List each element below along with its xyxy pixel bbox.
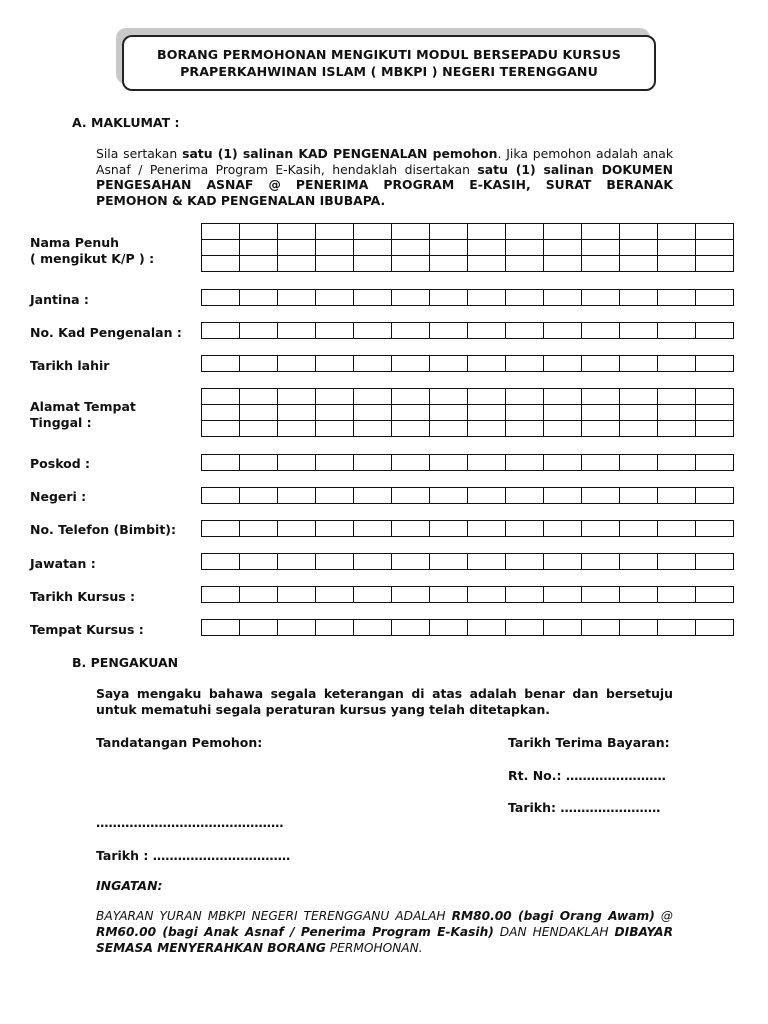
input-cell[interactable] [696, 323, 734, 339]
input-cell[interactable] [354, 256, 392, 272]
label-tarikh-lahir: Tarikh lahir [30, 358, 110, 373]
input-cell[interactable] [430, 290, 468, 306]
input-cell[interactable] [468, 521, 506, 537]
input-cell[interactable] [620, 290, 658, 306]
input-cell[interactable] [544, 405, 582, 421]
input-cell[interactable] [278, 356, 316, 372]
input-cell[interactable] [240, 389, 278, 405]
input-cell[interactable] [658, 323, 696, 339]
input-cell[interactable] [240, 356, 278, 372]
input-cell[interactable] [620, 389, 658, 405]
input-cell[interactable] [316, 256, 354, 272]
input-cell[interactable] [468, 620, 506, 636]
input-cell[interactable] [468, 290, 506, 306]
input-cell[interactable] [658, 421, 696, 437]
input-cell[interactable] [696, 290, 734, 306]
input-cell[interactable] [354, 290, 392, 306]
input-cell[interactable] [582, 323, 620, 339]
note-text-1: BAYARAN YURAN MBKPI NEGERI TERENGGANU ADALAH [96, 909, 452, 923]
input-cell[interactable] [468, 224, 506, 240]
payment-date-field[interactable]: Tarikh: …………………… [508, 800, 661, 815]
input-cell[interactable] [392, 389, 430, 405]
input-cell[interactable] [354, 356, 392, 372]
input-cell[interactable] [430, 356, 468, 372]
input-cell[interactable] [544, 620, 582, 636]
input-cell[interactable] [620, 521, 658, 537]
instr-text-2: . Jika pemohon adalah anak Asnaf / Penerima Program E-Kasih, hendaklah disertakan [96, 146, 674, 177]
input-cell[interactable] [582, 554, 620, 570]
input-cell[interactable] [506, 421, 544, 437]
input-cell[interactable] [354, 405, 392, 421]
input-cell[interactable] [696, 421, 734, 437]
input-cell[interactable] [430, 256, 468, 272]
input-cell[interactable] [202, 421, 240, 437]
input-cell[interactable] [544, 455, 582, 471]
applicant-date-field[interactable]: Tarikh : …………………………… [96, 848, 291, 863]
telefon-grid[interactable] [201, 520, 734, 537]
input-cell[interactable] [544, 224, 582, 240]
input-cell[interactable] [658, 389, 696, 405]
input-cell[interactable] [316, 405, 354, 421]
input-cell[interactable] [506, 290, 544, 306]
input-cell[interactable] [240, 256, 278, 272]
input-cell[interactable] [544, 554, 582, 570]
input-cell[interactable] [658, 256, 696, 272]
input-cell[interactable] [430, 240, 468, 256]
input-cell[interactable] [278, 620, 316, 636]
input-cell[interactable] [354, 240, 392, 256]
instr-bold-2: satu (1) salinan DOKUMEN PENGESAHAN ASNAF @ PENERIMA PROGRAM E-KASIH, SURAT BERANAK PEMOHON & KAD PENGENALAN IBUBAPA. [96, 161, 673, 208]
input-cell[interactable] [316, 521, 354, 537]
label-jantina: Jantina : [30, 292, 89, 307]
input-cell[interactable] [696, 455, 734, 471]
jawatan-grid[interactable] [201, 553, 734, 570]
input-cell[interactable] [468, 356, 506, 372]
input-cell[interactable] [392, 323, 430, 339]
input-cell[interactable] [582, 455, 620, 471]
poskod-grid[interactable] [201, 454, 734, 471]
input-cell[interactable] [506, 587, 544, 603]
input-cell[interactable] [240, 224, 278, 240]
input-cell[interactable] [392, 290, 430, 306]
input-cell[interactable] [278, 421, 316, 437]
input-cell[interactable] [468, 421, 506, 437]
section-b-heading: B. PENGAKUAN [72, 655, 179, 670]
input-cell[interactable] [354, 421, 392, 437]
input-cell[interactable] [544, 488, 582, 504]
input-cell[interactable] [278, 405, 316, 421]
input-cell[interactable] [468, 323, 506, 339]
input-cell[interactable] [658, 224, 696, 240]
input-cell[interactable] [658, 356, 696, 372]
input-cell[interactable] [658, 455, 696, 471]
input-cell[interactable] [468, 240, 506, 256]
label-alamat-1: Alamat Tempat [30, 399, 136, 414]
input-cell[interactable] [392, 356, 430, 372]
input-cell[interactable] [202, 389, 240, 405]
input-cell[interactable] [202, 620, 240, 636]
input-cell[interactable] [620, 224, 658, 240]
input-cell[interactable] [582, 256, 620, 272]
input-cell[interactable] [658, 587, 696, 603]
input-cell[interactable] [468, 256, 506, 272]
input-cell[interactable] [392, 421, 430, 437]
input-cell[interactable] [696, 554, 734, 570]
input-cell[interactable] [392, 521, 430, 537]
payment-date-label: Tarikh Terima Bayaran: [508, 735, 670, 750]
input-cell[interactable] [544, 290, 582, 306]
input-cell[interactable] [202, 356, 240, 372]
input-cell[interactable] [392, 240, 430, 256]
input-cell[interactable] [506, 389, 544, 405]
label-tempat-kursus: Tempat Kursus : [30, 622, 144, 637]
input-cell[interactable] [544, 356, 582, 372]
input-cell[interactable] [278, 323, 316, 339]
input-cell[interactable] [468, 389, 506, 405]
input-cell[interactable] [354, 224, 392, 240]
input-cell[interactable] [202, 455, 240, 471]
input-cell[interactable] [506, 488, 544, 504]
input-cell[interactable] [316, 356, 354, 372]
form-title-line-1: BORANG PERMOHONAN MENGIKUTI MODUL BERSEPADU KURSUS [157, 47, 621, 62]
input-cell[interactable] [468, 405, 506, 421]
input-cell[interactable] [316, 554, 354, 570]
input-cell[interactable] [316, 224, 354, 240]
input-cell[interactable] [316, 290, 354, 306]
input-cell[interactable] [392, 455, 430, 471]
input-cell[interactable] [582, 521, 620, 537]
input-cell[interactable] [620, 421, 658, 437]
input-cell[interactable] [316, 488, 354, 504]
form-title-line-2: PRAPERKAHWINAN ISLAM ( MBKPI ) NEGERI TERENGGANU [180, 64, 598, 79]
negeri-grid[interactable] [201, 487, 734, 504]
input-cell[interactable] [430, 421, 468, 437]
label-tarikh-kursus: Tarikh Kursus : [30, 589, 136, 604]
input-cell[interactable] [620, 356, 658, 372]
input-cell[interactable] [582, 405, 620, 421]
input-cell[interactable] [202, 323, 240, 339]
input-cell[interactable] [544, 421, 582, 437]
label-alamat-2: Tinggal : [30, 415, 92, 430]
kad-pengenalan-grid[interactable] [201, 322, 734, 339]
input-cell[interactable] [240, 587, 278, 603]
tempat-kursus-grid[interactable] [201, 619, 734, 636]
input-cell[interactable] [506, 455, 544, 471]
input-cell[interactable] [430, 554, 468, 570]
input-cell[interactable] [240, 488, 278, 504]
input-cell[interactable] [696, 521, 734, 537]
input-cell[interactable] [240, 290, 278, 306]
input-cell[interactable] [240, 323, 278, 339]
input-cell[interactable] [202, 587, 240, 603]
input-cell[interactable] [506, 240, 544, 256]
signature-label: Tandatangan Pemohon: [96, 735, 263, 750]
label-jawatan: Jawatan : [30, 556, 96, 571]
input-cell[interactable] [658, 240, 696, 256]
input-cell[interactable] [430, 488, 468, 504]
input-cell[interactable] [696, 488, 734, 504]
input-cell[interactable] [582, 356, 620, 372]
nama-penuh-grid[interactable] [201, 223, 734, 272]
note-fee-public: RM80.00 (bagi Orang Awam) [451, 909, 655, 923]
input-cell[interactable] [354, 620, 392, 636]
input-cell[interactable] [316, 421, 354, 437]
input-cell[interactable] [240, 405, 278, 421]
input-cell[interactable] [392, 488, 430, 504]
input-cell[interactable] [240, 455, 278, 471]
input-cell[interactable] [278, 521, 316, 537]
input-cell[interactable] [468, 554, 506, 570]
input-cell[interactable] [240, 421, 278, 437]
input-cell[interactable] [506, 405, 544, 421]
input-cell[interactable] [430, 521, 468, 537]
alamat-grid[interactable] [201, 388, 734, 437]
input-cell[interactable] [544, 256, 582, 272]
input-cell[interactable] [658, 521, 696, 537]
input-cell[interactable] [696, 224, 734, 240]
input-cell[interactable] [658, 620, 696, 636]
input-cell[interactable] [202, 488, 240, 504]
label-kad-pengenalan: No. Kad Pengenalan : [30, 325, 182, 340]
note-pay-on-submit: DIBAYAR SEMASA MENYERAHKAN BORANG [96, 925, 673, 955]
input-cell[interactable] [430, 405, 468, 421]
input-cell[interactable] [354, 455, 392, 471]
input-cell[interactable] [278, 488, 316, 504]
input-cell[interactable] [354, 587, 392, 603]
input-cell[interactable] [392, 554, 430, 570]
input-cell[interactable] [506, 256, 544, 272]
input-cell[interactable] [354, 521, 392, 537]
input-cell[interactable] [202, 405, 240, 421]
note-text-2: @ [654, 909, 673, 923]
input-cell[interactable] [582, 587, 620, 603]
input-cell[interactable] [582, 240, 620, 256]
input-cell[interactable] [240, 240, 278, 256]
input-cell[interactable] [202, 290, 240, 306]
input-cell[interactable] [240, 521, 278, 537]
form-title-box [122, 35, 656, 91]
input-cell[interactable] [278, 587, 316, 603]
input-cell[interactable] [620, 323, 658, 339]
input-cell[interactable] [430, 224, 468, 240]
input-cell[interactable] [506, 356, 544, 372]
receipt-number-field[interactable]: Rt. No.: …………………… [508, 768, 666, 783]
input-cell[interactable] [620, 240, 658, 256]
note-text-4: PERMOHONAN. [325, 941, 423, 955]
note-text-3: DAN HENDAKLAH [493, 925, 615, 939]
signature-line[interactable]: ……………………………………… [96, 815, 284, 830]
ingatan-heading: INGATAN: [96, 878, 163, 893]
input-cell[interactable] [316, 240, 354, 256]
input-cell[interactable] [240, 620, 278, 636]
input-cell[interactable] [620, 455, 658, 471]
input-cell[interactable] [658, 488, 696, 504]
input-cell[interactable] [544, 240, 582, 256]
input-cell[interactable] [354, 554, 392, 570]
input-cell[interactable] [278, 224, 316, 240]
input-cell[interactable] [506, 554, 544, 570]
input-cell[interactable] [582, 389, 620, 405]
input-cell[interactable] [620, 554, 658, 570]
input-cell[interactable] [430, 620, 468, 636]
label-telefon: No. Telefon (Bimbit): [30, 522, 177, 537]
instr-bold-1: satu (1) salinan KAD PENGENALAN pemohon [182, 146, 498, 161]
input-cell[interactable] [278, 455, 316, 471]
input-cell[interactable] [316, 587, 354, 603]
input-cell[interactable] [202, 554, 240, 570]
note-fee-asnaf: RM60.00 (bagi Anak Asnaf / Penerima Program E-Kasih) [96, 925, 494, 939]
input-cell[interactable] [620, 256, 658, 272]
input-cell[interactable] [582, 421, 620, 437]
input-cell[interactable] [544, 389, 582, 405]
jantina-grid[interactable] [201, 289, 734, 306]
input-cell[interactable] [582, 620, 620, 636]
input-cell[interactable] [278, 256, 316, 272]
input-cell[interactable] [544, 323, 582, 339]
input-cell[interactable] [468, 455, 506, 471]
section-a-heading: A. MAKLUMAT : [72, 115, 180, 130]
input-cell[interactable] [696, 356, 734, 372]
input-cell[interactable] [392, 405, 430, 421]
input-cell[interactable] [278, 240, 316, 256]
input-cell[interactable] [430, 587, 468, 603]
tarikh-lahir-grid[interactable] [201, 355, 734, 372]
input-cell[interactable] [582, 224, 620, 240]
input-cell[interactable] [202, 240, 240, 256]
input-cell[interactable] [658, 405, 696, 421]
input-cell[interactable] [392, 587, 430, 603]
input-cell[interactable] [316, 620, 354, 636]
input-cell[interactable] [506, 224, 544, 240]
input-cell[interactable] [582, 488, 620, 504]
input-cell[interactable] [506, 620, 544, 636]
input-cell[interactable] [430, 455, 468, 471]
payment-note [96, 908, 673, 956]
input-cell[interactable] [658, 554, 696, 570]
input-cell[interactable] [658, 290, 696, 306]
input-cell[interactable] [392, 224, 430, 240]
input-cell[interactable] [696, 620, 734, 636]
input-cell[interactable] [354, 488, 392, 504]
input-cell[interactable] [696, 587, 734, 603]
input-cell[interactable] [506, 521, 544, 537]
input-cell[interactable] [430, 323, 468, 339]
input-cell[interactable] [696, 389, 734, 405]
input-cell[interactable] [202, 256, 240, 272]
instr-text-1: Sila sertakan [96, 146, 183, 161]
input-cell[interactable] [316, 389, 354, 405]
input-cell[interactable] [544, 587, 582, 603]
input-cell[interactable] [392, 256, 430, 272]
input-cell[interactable] [468, 488, 506, 504]
input-cell[interactable] [278, 389, 316, 405]
input-cell[interactable] [354, 389, 392, 405]
input-cell[interactable] [506, 323, 544, 339]
section-a-instructions [96, 146, 673, 208]
input-cell[interactable] [278, 554, 316, 570]
input-cell[interactable] [620, 405, 658, 421]
input-cell[interactable] [620, 587, 658, 603]
tarikh-kursus-grid[interactable] [201, 586, 734, 603]
pledge-text: Saya mengaku bahawa segala keterangan di atas adalah benar dan bersetuju untuk mematuhi segala peraturan kursus yang telah ditetapkan. [96, 686, 673, 717]
label-nama-penuh: Nama Penuh [30, 235, 120, 250]
input-cell[interactable] [696, 256, 734, 272]
input-cell[interactable] [696, 240, 734, 256]
input-cell[interactable] [620, 488, 658, 504]
label-negeri: Negeri : [30, 489, 87, 504]
input-cell[interactable] [354, 323, 392, 339]
label-mengikut-kp: ( mengikut K/P ) : [30, 251, 155, 266]
input-cell[interactable] [582, 290, 620, 306]
input-cell[interactable] [544, 521, 582, 537]
input-cell[interactable] [696, 405, 734, 421]
input-cell[interactable] [240, 554, 278, 570]
input-cell[interactable] [316, 455, 354, 471]
label-poskod: Poskod : [30, 456, 91, 471]
input-cell[interactable] [620, 620, 658, 636]
input-cell[interactable] [430, 389, 468, 405]
input-cell[interactable] [202, 521, 240, 537]
input-cell[interactable] [316, 323, 354, 339]
input-cell[interactable] [278, 290, 316, 306]
input-cell[interactable] [392, 620, 430, 636]
input-cell[interactable] [468, 587, 506, 603]
input-cell[interactable] [202, 224, 240, 240]
